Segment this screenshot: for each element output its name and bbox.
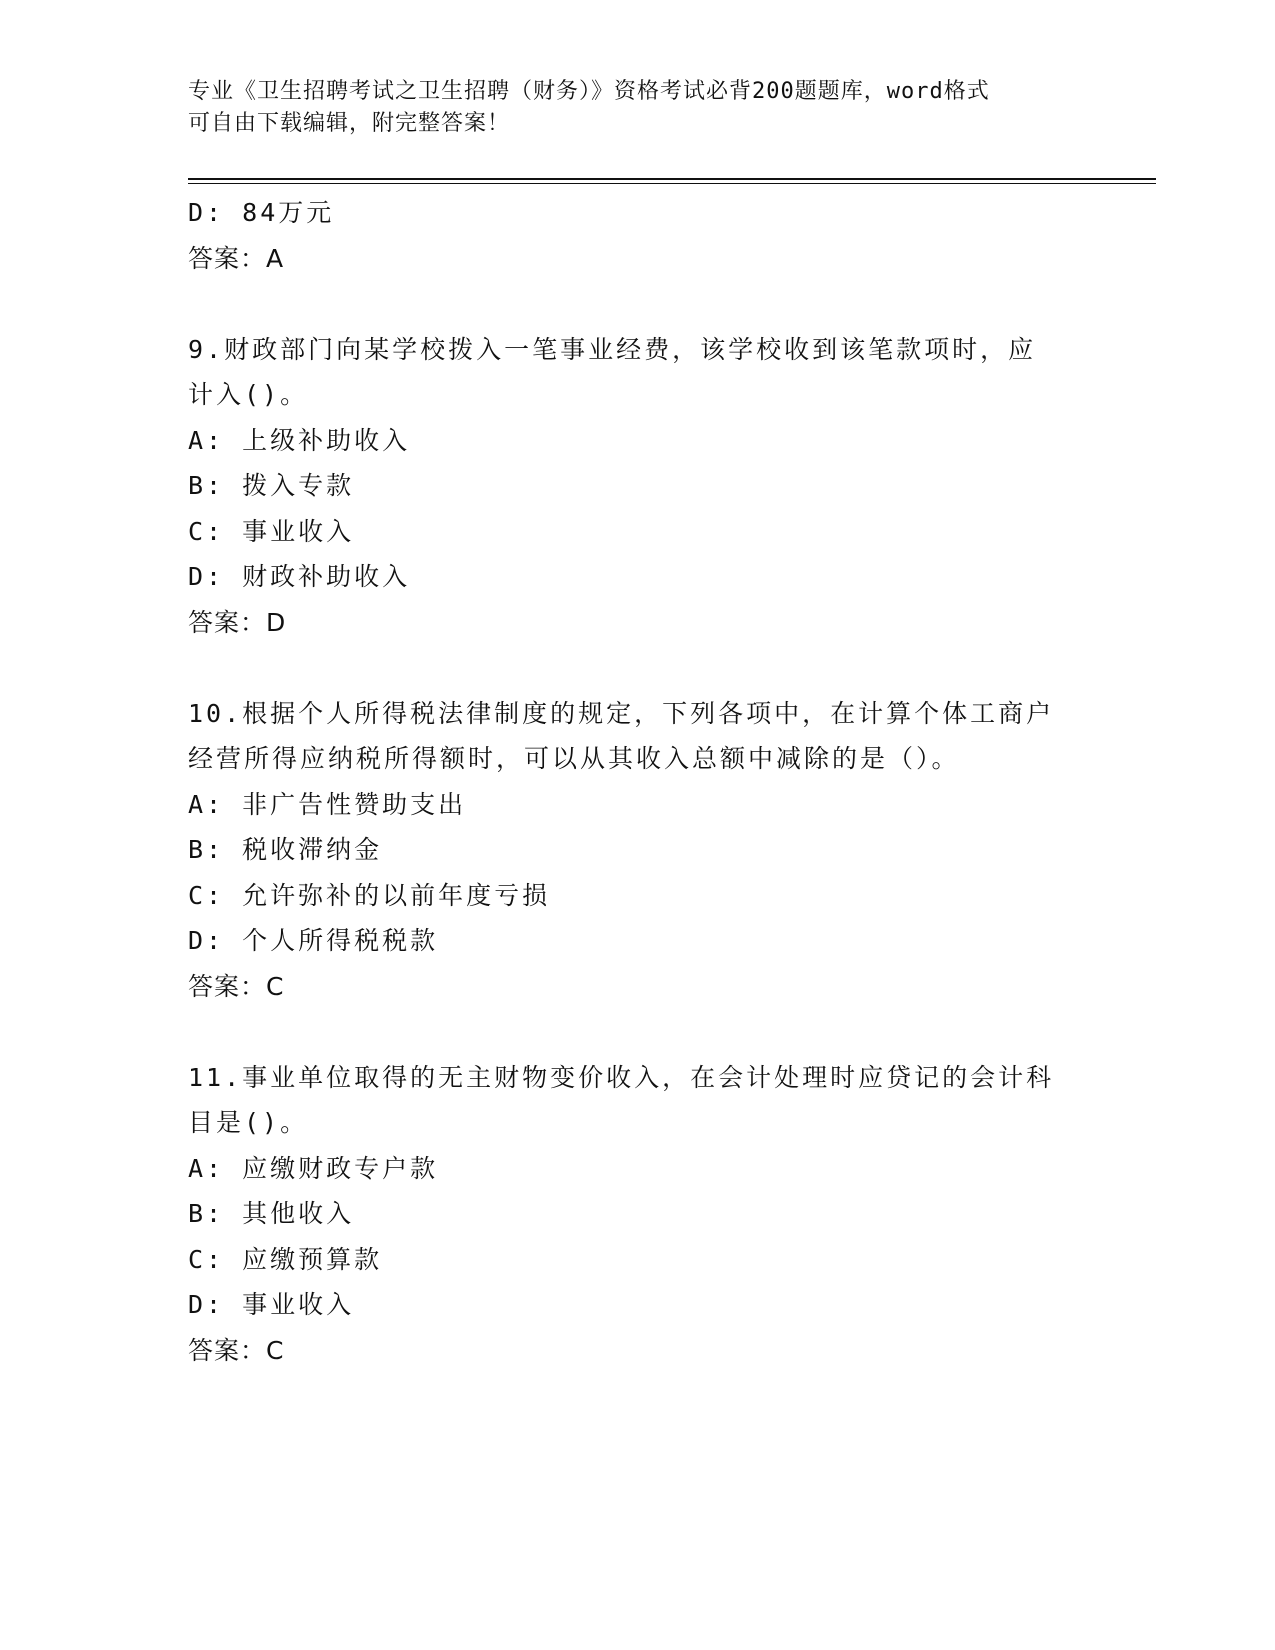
header-divider-thick [188, 178, 1156, 180]
option-a: A: 非广告性赞助支出 [188, 789, 467, 819]
answer-line: 答案：D [188, 607, 287, 637]
document-body [188, 190, 1088, 1373]
option-d: D: 84万元 [188, 198, 335, 227]
option-c: C: 应缴预算款 [188, 1244, 383, 1274]
question-11 [188, 1055, 1088, 1374]
option-b: B: 拨入专款 [188, 471, 355, 500]
previous-question-tail [188, 190, 1088, 281]
answer-line: 答案：C [188, 971, 285, 1001]
header-title-line1: 专业《卫生招聘考试之卫生招聘（财务）》资格考试必背200题题库，word格式 [188, 79, 990, 104]
question-stem-line2: 经营所得应纳税所得额时，可以从其收入总额中减除的是（）。 [188, 744, 960, 773]
option-c: C: 事业收入 [188, 516, 355, 546]
option-d: D: 个人所得税税款 [188, 926, 439, 955]
answer-line: 答案：A [188, 243, 285, 273]
question-stem-line2: 目是()。 [188, 1108, 309, 1137]
question-10 [188, 691, 1088, 1010]
question-9 [188, 327, 1088, 646]
document-header [188, 76, 1068, 140]
option-b: B: 其他收入 [188, 1199, 355, 1228]
header-title-line2: 可自由下载编辑，附完整答案！ [188, 111, 511, 136]
option-c: C: 允许弥补的以前年度亏损 [188, 880, 551, 910]
option-b: B: 税收滞纳金 [188, 835, 383, 864]
option-a: A: 上级补助收入 [188, 425, 411, 455]
header-divider-thin [188, 183, 1156, 184]
question-stem-line1: 10.根据个人所得税法律制度的规定，下列各项中，在计算个体工商户 [188, 698, 1055, 728]
question-stem-line1: 11.事业单位取得的无主财物变价收入，在会计处理时应贷记的会计科 [188, 1062, 1055, 1092]
question-stem-line1: 9.财政部门向某学校拨入一笔事业经费，该学校收到该笔款项时，应 [188, 334, 1037, 364]
option-d: D: 财政补助收入 [188, 562, 411, 591]
option-a: A: 应缴财政专户款 [188, 1153, 439, 1183]
question-stem-line2: 计入()。 [188, 380, 309, 409]
answer-line: 答案：C [188, 1335, 285, 1365]
option-d: D: 事业收入 [188, 1290, 355, 1319]
